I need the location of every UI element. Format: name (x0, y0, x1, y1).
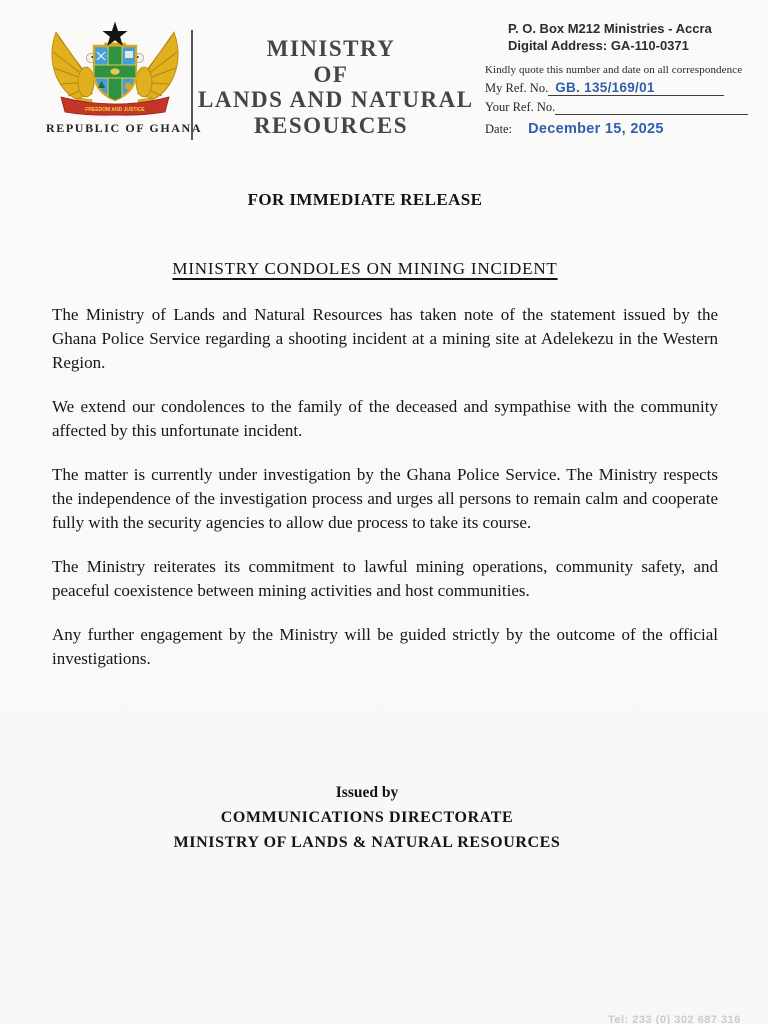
my-ref-value: GB. 135/169/01 (548, 80, 724, 96)
for-immediate-release-heading: FOR IMMEDIATE RELEASE (247, 190, 483, 209)
footer-telephone: Tel: 233 (0) 302 687 316 (608, 1014, 741, 1024)
letterhead-divider (191, 30, 193, 140)
po-box-line: P. O. Box M212 Ministries - Accra (508, 21, 712, 36)
release-body (52, 188, 718, 691)
ministry-title-line-1: MINISTRY (266, 36, 396, 61)
republic-of-ghana-label: REPUBLIC OF GHANA (46, 121, 203, 135)
ministry-signoff-line: MINISTRY OF LANDS & NATURAL RESOURCES (173, 834, 561, 851)
quote-note: Kindly quote this number and date on all correspondence (485, 64, 743, 76)
contact-block (476, 20, 748, 137)
your-ref-value (555, 100, 748, 115)
ministry-title (198, 36, 474, 138)
ribbon-motto: FREEDOM AND JUSTICE (85, 107, 145, 113)
coat-of-arms (46, 20, 203, 136)
shield-icon (94, 46, 136, 102)
paragraph-5: Any further engagement by the Ministry will be guided strictly by the outcome of the official investigations. (52, 625, 718, 668)
date-value: December 15, 2025 (528, 121, 664, 137)
date-label: Date: (485, 122, 513, 136)
issued-by-line: Issued by (335, 784, 399, 801)
my-ref-label: My Ref. No. (485, 81, 549, 95)
ministry-title-line-4: RESOURCES (253, 112, 409, 138)
torse-icon (104, 43, 126, 47)
my-ref-line (485, 80, 748, 96)
communications-directorate-line: COMMUNICATIONS DIRECTORATE (220, 809, 514, 826)
paragraph-2: We extend our condolences to the family of the deceased and sympathise with the community affected by this unfortunate incident. (52, 397, 718, 440)
release-headline: MINISTRY CONDOLES ON MINING INCIDENT (172, 259, 558, 278)
ghana-coat-of-arms-icon (48, 20, 182, 116)
digital-address-line: Digital Address: GA-110-0371 (508, 38, 689, 53)
date-line (485, 122, 748, 137)
your-ref-label: Your Ref. No. (485, 100, 556, 114)
ministry-title-line-2: OF (313, 61, 349, 87)
black-star-icon (103, 22, 128, 47)
ministry-title-line-3: LANDS AND NATURAL (198, 87, 474, 112)
letterhead (0, 0, 768, 170)
your-ref-line (485, 100, 748, 115)
paragraph-4: The Ministry reiterates its commitment to lawful mining operations, community safety, and peaceful coexistence between mining activities and host communities. (52, 557, 718, 600)
signoff-block (52, 780, 682, 855)
paragraph-3: The matter is currently under investigation by the Ghana Police Service. The Ministry respects the independence of the investigation process and urges all persons to remain calm and cooperate fully with the security agencies to allow due process to take its course. (52, 465, 718, 532)
paragraph-1: The Ministry of Lands and Natural Resources has taken note of the statement issued by the Ghana Police Service regarding a shooting incident at a mining site at Adelekezu in the Western Region. (52, 305, 718, 372)
